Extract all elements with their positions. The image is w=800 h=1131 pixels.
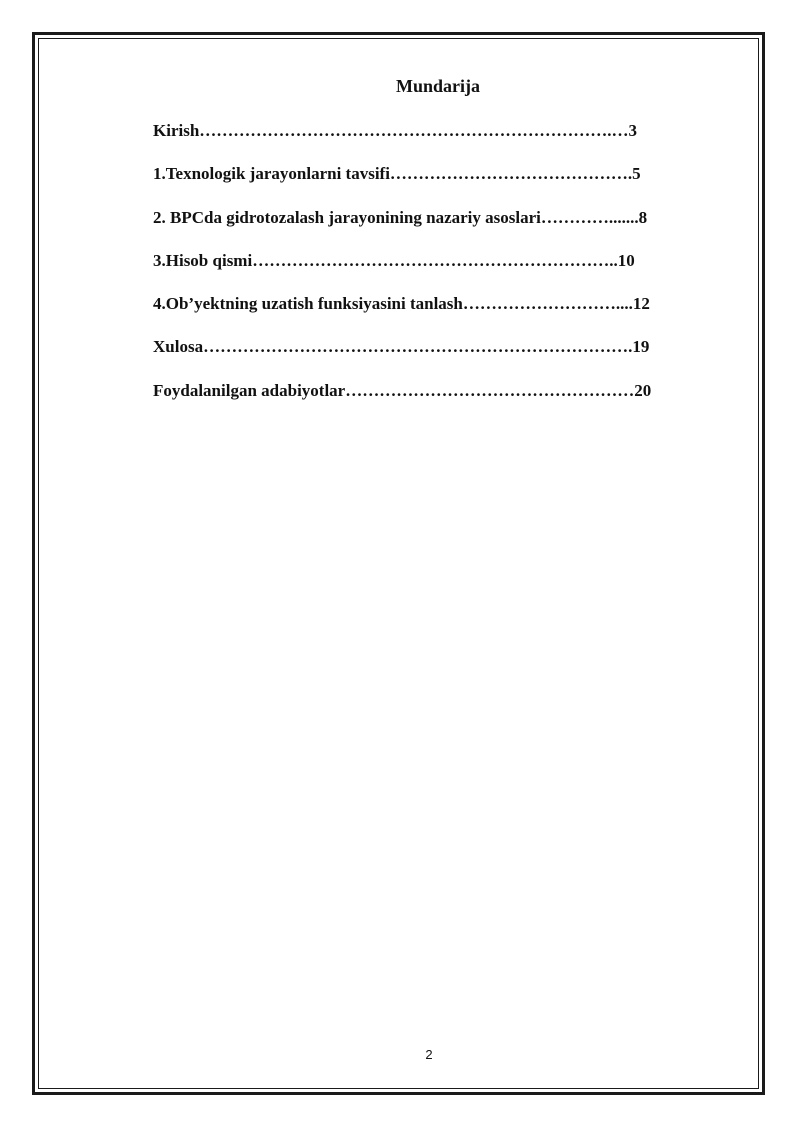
toc-entry-texnologik-jarayonlar: 1.Texnologik jarayonlarni tavsifi…………………………………….5 bbox=[153, 164, 641, 184]
toc-entry-xulosa: Xulosa………………………………………………………………….19 bbox=[153, 337, 650, 357]
toc-entry-nazariy-asoslar: 2. BPCda gidrotozalash jarayonining nazariy asoslari………….......8 bbox=[153, 207, 648, 227]
table-of-contents bbox=[153, 120, 713, 423]
toc-entry-adabiyotlar: Foydalanilgan adabiyotlar……………………………………………20 bbox=[153, 380, 652, 400]
toc-heading: Mundarija bbox=[395, 76, 480, 96]
toc-entry-kirish: Kirish……………………………………………………………….…3 bbox=[153, 121, 638, 140]
toc-entry-uzatish-funksiyasi: 4.Ob’yektning uzatish funksiyasini tanlash………………………....12 bbox=[153, 294, 650, 314]
toc-entry-hisob-qismi: 3.Hisob qismi………………………………………………………..10 bbox=[153, 250, 635, 270]
page-number: 2 bbox=[425, 1047, 433, 1062]
